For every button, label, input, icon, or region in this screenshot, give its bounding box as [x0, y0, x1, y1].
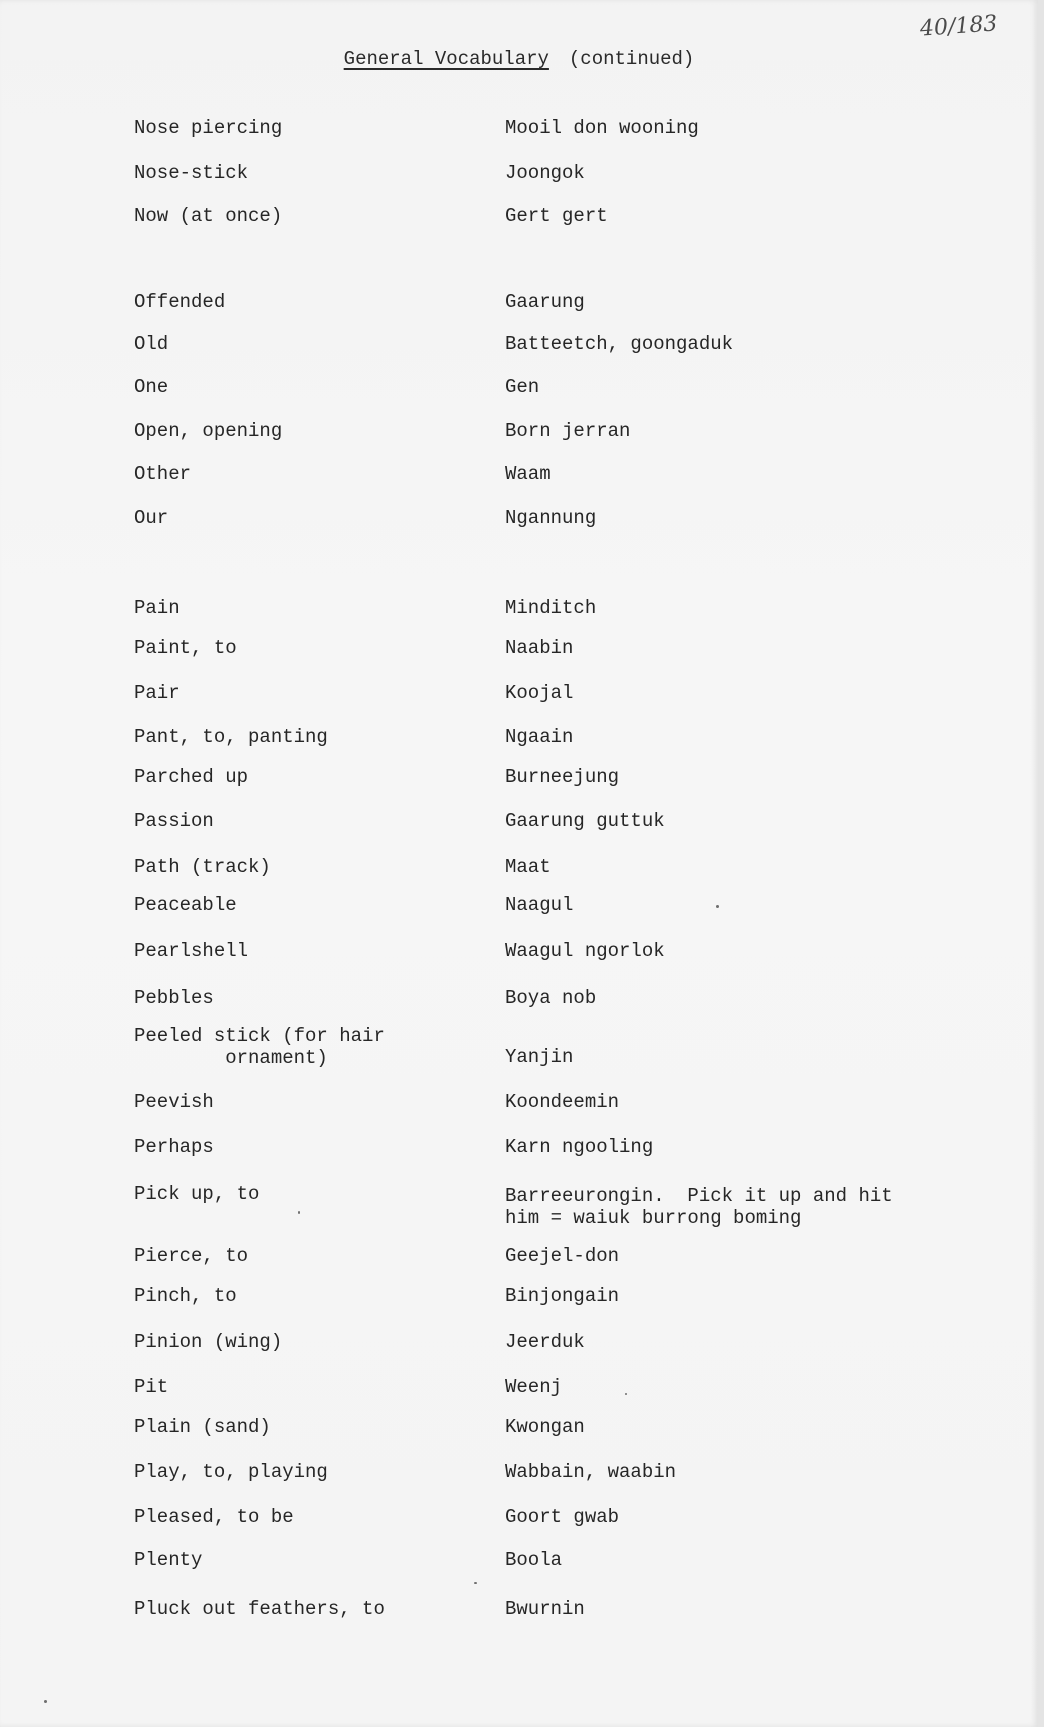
gloss-pit: Weenj	[505, 1376, 563, 1398]
term-parched-up: Parched up	[134, 766, 249, 788]
gloss-other: Waam	[505, 463, 551, 485]
term-pleased: Pleased, to be	[134, 1506, 294, 1528]
term-one: One	[134, 376, 169, 398]
gloss-peeled-stick: Yanjin	[505, 1046, 574, 1068]
gloss-perhaps: Karn ngooling	[505, 1136, 654, 1158]
term-paint: Paint, to	[134, 637, 237, 659]
term-pinch: Pinch, to	[134, 1285, 237, 1307]
term-peeled-stick: Peeled stick (for hair ornament)	[134, 1025, 385, 1069]
gloss-plenty: Boola	[505, 1549, 563, 1571]
term-pierce: Pierce, to	[134, 1245, 249, 1267]
term-our: Our	[134, 507, 169, 529]
term-pain: Pain	[134, 597, 180, 619]
term-pebbles: Pebbles	[134, 987, 214, 1009]
heading-suffix: (continued)	[568, 48, 695, 70]
term-peaceable: Peaceable	[134, 894, 237, 916]
paper-speck	[44, 1700, 47, 1703]
term-plain: Plain (sand)	[134, 1416, 271, 1438]
term-pick-up: Pick up, to	[134, 1183, 260, 1205]
term-now: Now (at once)	[134, 205, 283, 227]
gloss-pearlshell: Waagul ngorlok	[505, 940, 665, 962]
gloss-plain: Kwongan	[505, 1416, 585, 1438]
term-peevish: Peevish	[134, 1091, 214, 1113]
gloss-pair: Koojal	[505, 682, 574, 704]
paper-speck	[474, 1582, 477, 1584]
term-pluck-out-feathers: Pluck out feathers, to	[134, 1598, 385, 1620]
page-heading	[0, 48, 1038, 70]
gloss-peaceable: Naagul	[505, 894, 574, 916]
heading-title: General Vocabulary	[343, 48, 549, 70]
term-pinion: Pinion (wing)	[134, 1331, 283, 1353]
gloss-pleased: Goort gwab	[505, 1506, 620, 1528]
term-perhaps: Perhaps	[134, 1136, 214, 1158]
term-nose-stick: Nose-stick	[134, 162, 249, 184]
gloss-our: Ngannung	[505, 507, 597, 529]
term-pit: Pit	[134, 1376, 169, 1398]
term-other: Other	[134, 463, 192, 485]
gloss-old: Batteetch, goongaduk	[505, 333, 734, 355]
term-offended: Offended	[134, 291, 226, 313]
gloss-parched-up: Burneejung	[505, 766, 620, 788]
gloss-pinch: Binjongain	[505, 1285, 620, 1307]
gloss-peevish: Koondeemin	[505, 1091, 620, 1113]
term-pant: Pant, to, panting	[134, 726, 328, 748]
term-pearlshell: Pearlshell	[134, 940, 249, 962]
paper-speck	[716, 905, 719, 908]
gloss-pinion: Jeerduk	[505, 1331, 585, 1353]
term-old: Old	[134, 333, 169, 355]
gloss-pant: Ngaain	[505, 726, 574, 748]
paper-speck	[298, 1211, 300, 1214]
gloss-pebbles: Boya nob	[505, 987, 597, 1009]
term-pair: Pair	[134, 682, 180, 704]
term-play: Play, to, playing	[134, 1461, 328, 1483]
gloss-passion: Gaarung guttuk	[505, 810, 665, 832]
term-nose-piercing: Nose piercing	[134, 117, 283, 139]
term-path: Path (track)	[134, 856, 271, 878]
paper-speck	[625, 1393, 627, 1395]
gloss-pluck-out-feathers: Bwurnin	[505, 1598, 585, 1620]
gloss-pierce: Geejel-don	[505, 1245, 620, 1267]
gloss-play: Wabbain, waabin	[505, 1461, 677, 1483]
handwritten-page-number: 40/183	[919, 11, 999, 42]
gloss-paint: Naabin	[505, 637, 574, 659]
gloss-pick-up: Barreeurongin. Pick it up and hit him = waiuk burrong boming	[505, 1185, 893, 1229]
term-passion: Passion	[134, 810, 214, 832]
gloss-now: Gert gert	[505, 205, 608, 227]
gloss-nose-stick: Joongok	[505, 162, 585, 184]
gloss-open: Born jerran	[505, 420, 631, 442]
gloss-path: Maat	[505, 856, 551, 878]
gloss-nose-piercing: Mooil don wooning	[505, 117, 699, 139]
gloss-pain: Minditch	[505, 597, 597, 619]
term-open: Open, opening	[134, 420, 283, 442]
gloss-one: Gen	[505, 376, 540, 398]
term-plenty: Plenty	[134, 1549, 203, 1571]
gloss-offended: Gaarung	[505, 291, 585, 313]
